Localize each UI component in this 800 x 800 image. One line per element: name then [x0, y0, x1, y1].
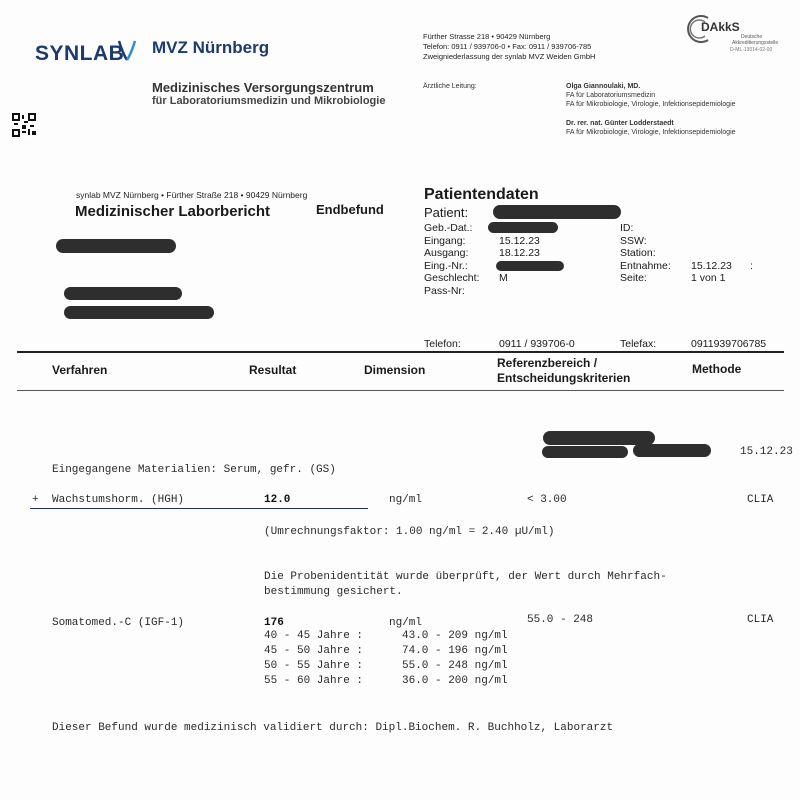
entnahme-suffix: :	[750, 260, 753, 272]
age-range-value-2: 55.0 - 248 ng/ml	[402, 660, 508, 672]
synlab-logo-text: SYNLAB	[35, 42, 125, 65]
redacted-body-3	[633, 444, 711, 457]
synlab-logo-icon	[116, 38, 138, 64]
age-range-age-2: 50 - 55 Jahre :	[264, 660, 364, 672]
column-verfahren: Verfahren	[52, 363, 108, 377]
telefon-value: 0911 / 939706-0	[499, 338, 575, 350]
doctor2-name: Dr. rer. nat. Günter Lodderstaedt	[566, 120, 674, 127]
id-label: ID:	[620, 222, 634, 234]
column-referenz-2: Entscheidungskriterien	[497, 371, 631, 385]
column-header-top-rule	[17, 351, 784, 353]
dakks-line1: Deutsche	[741, 34, 763, 40]
column-methode: Methode	[692, 362, 742, 376]
address-line-3: Zweigniederlassung der synlab MVZ Weiden GmbH	[423, 52, 596, 61]
clinic-name: MVZ Nürnberg	[152, 38, 270, 57]
seite-label: Seite:	[620, 272, 647, 284]
redacted-address-3	[64, 306, 214, 319]
column-resultat: Resultat	[249, 363, 297, 377]
address-line-1: Fürther Strasse 218 • 90429 Nürnberg	[423, 32, 551, 41]
doctor2-line1: FA für Mikrobiologie, Virologie, Infektionsepidemiologie	[566, 129, 736, 136]
igf-ref: 55.0 - 248	[527, 614, 594, 626]
hgh-ref: < 3.00	[527, 494, 567, 506]
body-date: 15.12.23	[740, 446, 793, 458]
qr-code-icon	[12, 113, 36, 137]
conversion-line: (Umrechnungsfaktor: 1.00 ng/ml = 2.40 µU/ml)	[264, 526, 555, 538]
redacted-body-1	[543, 431, 655, 445]
hgh-method: CLIA	[747, 494, 774, 506]
hgh-value: 12.0	[264, 494, 291, 506]
eingang-label: Eingang:	[424, 235, 466, 247]
igf-value: 176	[264, 617, 284, 629]
clinic-subtitle-1: Medizinisches Versorgungszentrum	[152, 80, 374, 95]
sender-line: synlab MVZ Nürnberg • Fürther Straße 218 • 90429 Nürnberg	[76, 190, 308, 200]
age-range-value-0: 43.0 - 209 ng/ml	[402, 630, 508, 642]
validation-line: Dieser Befund wurde medizinisch validiert durch: Dipl.Biochem. R. Buchholz, Laborarzt	[52, 722, 614, 734]
redacted-dob	[488, 222, 558, 233]
igf-unit: ng/ml	[389, 617, 423, 629]
hgh-flag: +	[32, 494, 39, 506]
eingang-value: 15.12.23	[499, 235, 540, 247]
station-label: Station:	[620, 247, 656, 259]
telefon-label: Telefon:	[424, 338, 461, 350]
doctor1-line2: FA für Mikrobiologie, Virologie, Infektionsepidemiologie	[566, 101, 736, 108]
igf-name: Somatomed.-C (IGF-1)	[52, 617, 185, 629]
hgh-unit: ng/ml	[389, 494, 423, 506]
patient-heading: Patientendaten	[424, 186, 539, 203]
eingnr-label: Eing.-Nr.:	[424, 260, 468, 272]
redacted-address-1	[56, 239, 176, 253]
dakks-line2: Akkreditierungsstelle	[732, 40, 779, 46]
ausgang-label: Ausgang:	[424, 247, 469, 259]
age-range-age-1: 45 - 50 Jahre :	[264, 645, 364, 657]
column-referenz-1: Referenzbereich /	[497, 356, 598, 370]
igf-method: CLIA	[747, 614, 774, 626]
age-range-age-3: 55 - 60 Jahre :	[264, 675, 364, 687]
dakks-title: DAkkS	[701, 20, 740, 34]
redacted-body-2	[542, 446, 628, 458]
entnahme-label: Entnahme:	[620, 260, 671, 272]
telefax-label: Telefax:	[620, 338, 657, 350]
age-range-value-1: 74.0 - 196 ng/ml	[402, 645, 508, 657]
hgh-underline	[30, 508, 368, 509]
redacted-patient-name	[493, 205, 621, 219]
column-header-bottom-rule	[17, 390, 784, 391]
age-range-value-3: 36.0 - 200 ng/ml	[402, 675, 508, 687]
ssw-label: SSW:	[620, 235, 647, 247]
note-line-2: bestimmung gesichert.	[264, 586, 403, 598]
redacted-eingnr	[496, 261, 564, 271]
patient-label: Patient:	[424, 205, 469, 220]
report-status: Endbefund	[316, 202, 384, 217]
entnahme-value: 15.12.23	[691, 260, 732, 272]
dob-label: Geb.-Dat.:	[424, 222, 473, 234]
redacted-address-2	[64, 287, 182, 300]
column-dimension: Dimension	[364, 363, 426, 377]
telefax-value: 0911939706785	[691, 338, 767, 350]
seite-value: 1 von 1	[691, 272, 726, 284]
ausgang-value: 18.12.23	[499, 247, 540, 259]
materials-line: Eingegangene Materialien: Serum, gefr. (GS)	[52, 464, 336, 476]
doctor1-name: Olga Giannoulaki, MD.	[566, 83, 641, 90]
geschlecht-label: Geschlecht:	[424, 272, 480, 284]
age-range-age-0: 40 - 45 Jahre :	[264, 630, 364, 642]
clinic-subtitle-2: für Laboratoriumsmedizin und Mikrobiologie	[152, 95, 386, 107]
report-title: Medizinischer Laborbericht	[75, 203, 271, 220]
doctor1-line1: FA für Laboratoriumsmedizin	[566, 92, 656, 99]
pass-label: Pass-Nr:	[424, 285, 465, 297]
note-line-1: Die Probenidentität wurde überprüft, der Wert durch Mehrfach-	[264, 571, 667, 583]
hgh-name: Wachstumshorm. (HGH)	[52, 494, 185, 506]
dakks-line3: D-ML-13014-02-00	[730, 47, 773, 53]
leitung-label: Ärztliche Leitung:	[423, 83, 477, 90]
address-line-2: Telefon: 0911 / 939706-0 • Fax: 0911 / 939706-785	[423, 42, 592, 51]
geschlecht-value: M	[499, 272, 508, 284]
